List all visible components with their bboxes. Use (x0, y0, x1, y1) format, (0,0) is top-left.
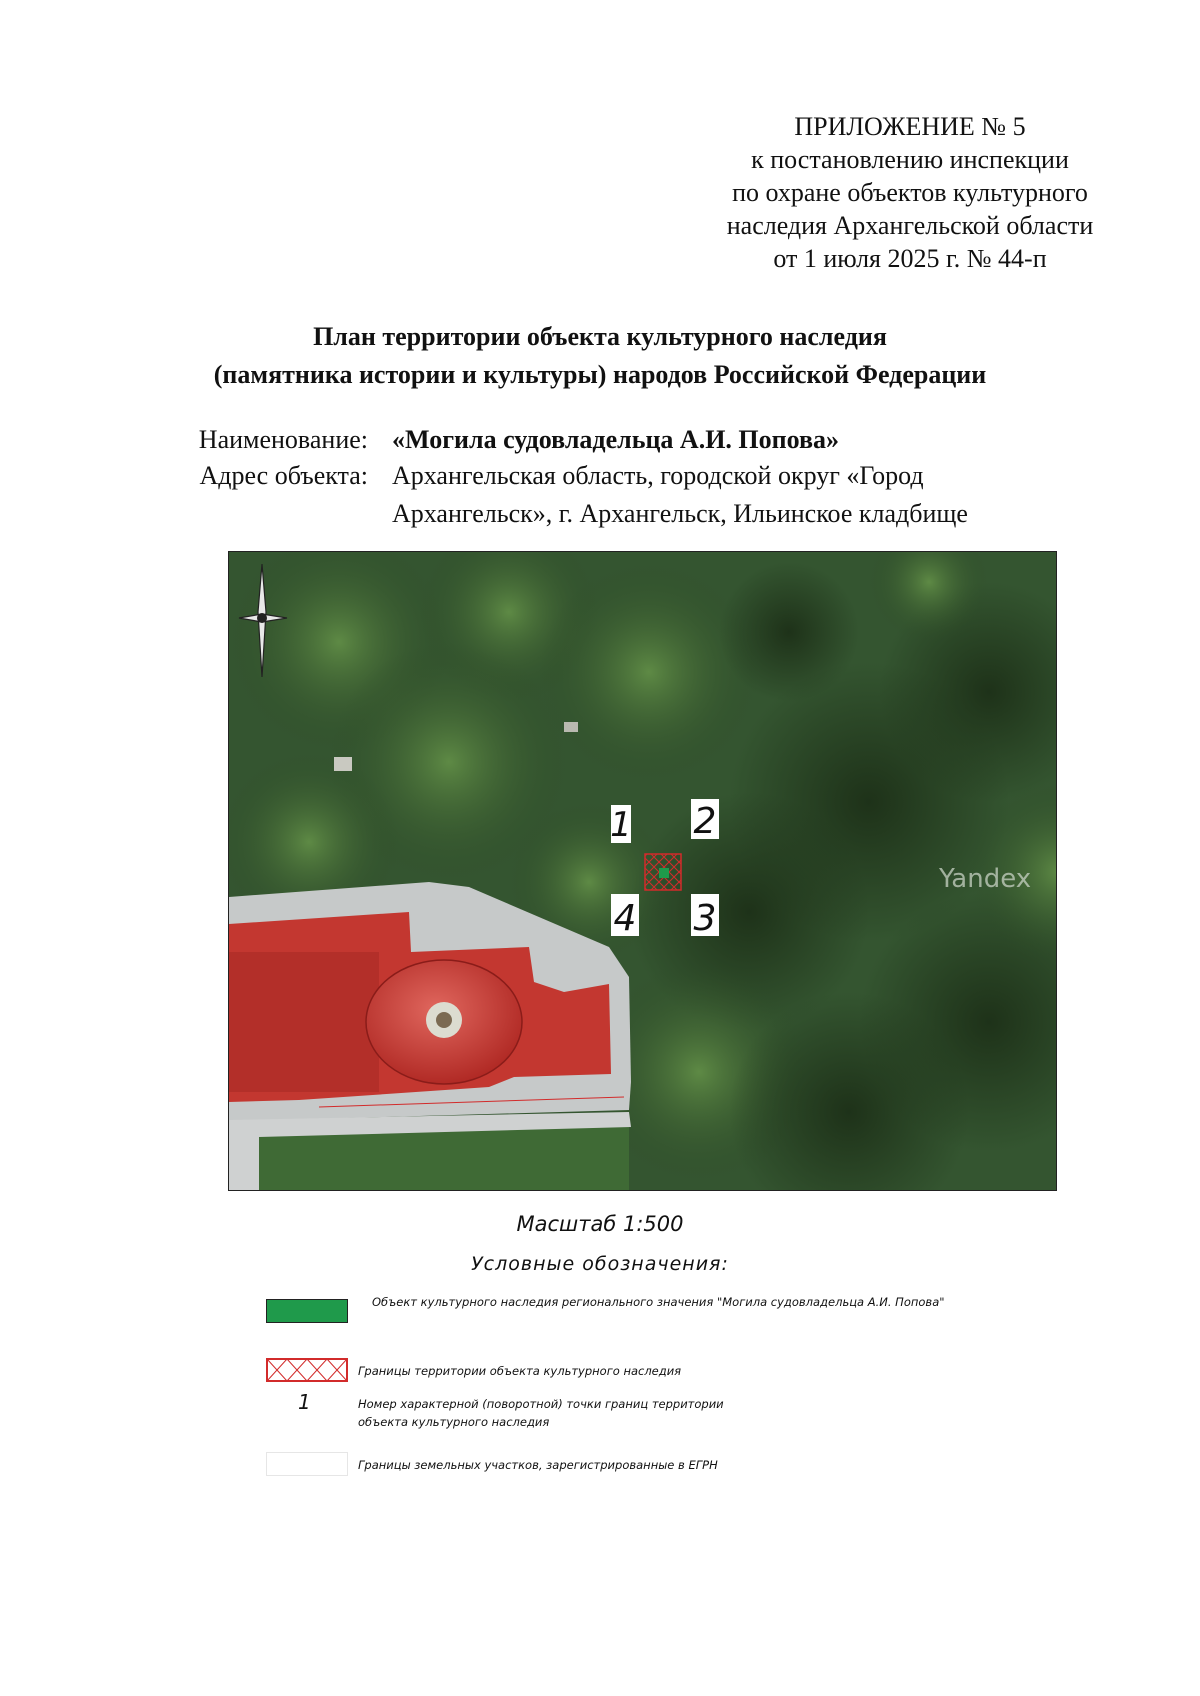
legend-text-land-plots: Границы земельных участков, зарегистрированные в ЕГРН (358, 1458, 718, 1472)
boundary-point-2: 2 (693, 801, 717, 842)
boundary-point-4: 4 (613, 898, 637, 939)
appendix-line: по охране объектов культурного (732, 178, 1088, 207)
appendix-line: наследия Архангельской области (726, 211, 1094, 240)
yandex-watermark: Yandex (939, 864, 1032, 894)
title-line: План территории объекта культурного наследия (313, 322, 887, 351)
legend-symbol-point-number: 1 (298, 1390, 311, 1414)
legend-text-heritage-object: Объект культурного наследия регионального значения "Могила судовладельца А.И. Попова" (372, 1295, 945, 1309)
title-line: (памятника истории и культуры) народов Российской Федерации (213, 360, 987, 389)
legend-text-territory-boundary: Границы территории объекта культурного наследия (358, 1364, 682, 1378)
grave-marker (334, 757, 352, 771)
heritage-object-marker (659, 868, 669, 878)
appendix-header (640, 110, 1180, 275)
grave-marker (564, 722, 578, 732)
name-value: «Могила судовладельца А.И. Попова» (392, 425, 840, 454)
address-line: Архангельская область, городской округ «Город (392, 461, 924, 490)
address-label: Адрес объекта: (199, 461, 368, 490)
boundary-point-1: 1 (610, 805, 632, 845)
satellite-map (228, 551, 1057, 1191)
boundary-point-3: 3 (693, 898, 717, 939)
appendix-date: от 1 июля 2025 г. № 44-п (773, 244, 1047, 273)
legend-title: Условные обозначения: (471, 1253, 729, 1275)
appendix-line: к постановлению инспекции (751, 145, 1069, 174)
legend-swatch-land-plots (266, 1452, 348, 1476)
territory-boundary (645, 854, 681, 890)
map-scale: Масштаб 1:500 (516, 1212, 684, 1236)
name-label: Наименование: (198, 425, 368, 454)
legend-text-point-number: Номер характерной (поворотной) точки границ территории (358, 1397, 724, 1411)
legend-swatch-heritage-object (266, 1299, 348, 1323)
map-canvas (229, 552, 1056, 1190)
legend-text-point-number: объекта культурного наследия (358, 1415, 550, 1429)
document-title (150, 318, 1050, 394)
appendix-number: ПРИЛОЖЕНИЕ № 5 (794, 112, 1026, 141)
legend-swatch-territory-boundary (266, 1358, 348, 1382)
address-line: Архангельск», г. Архангельск, Ильинское кладбище (392, 499, 968, 528)
